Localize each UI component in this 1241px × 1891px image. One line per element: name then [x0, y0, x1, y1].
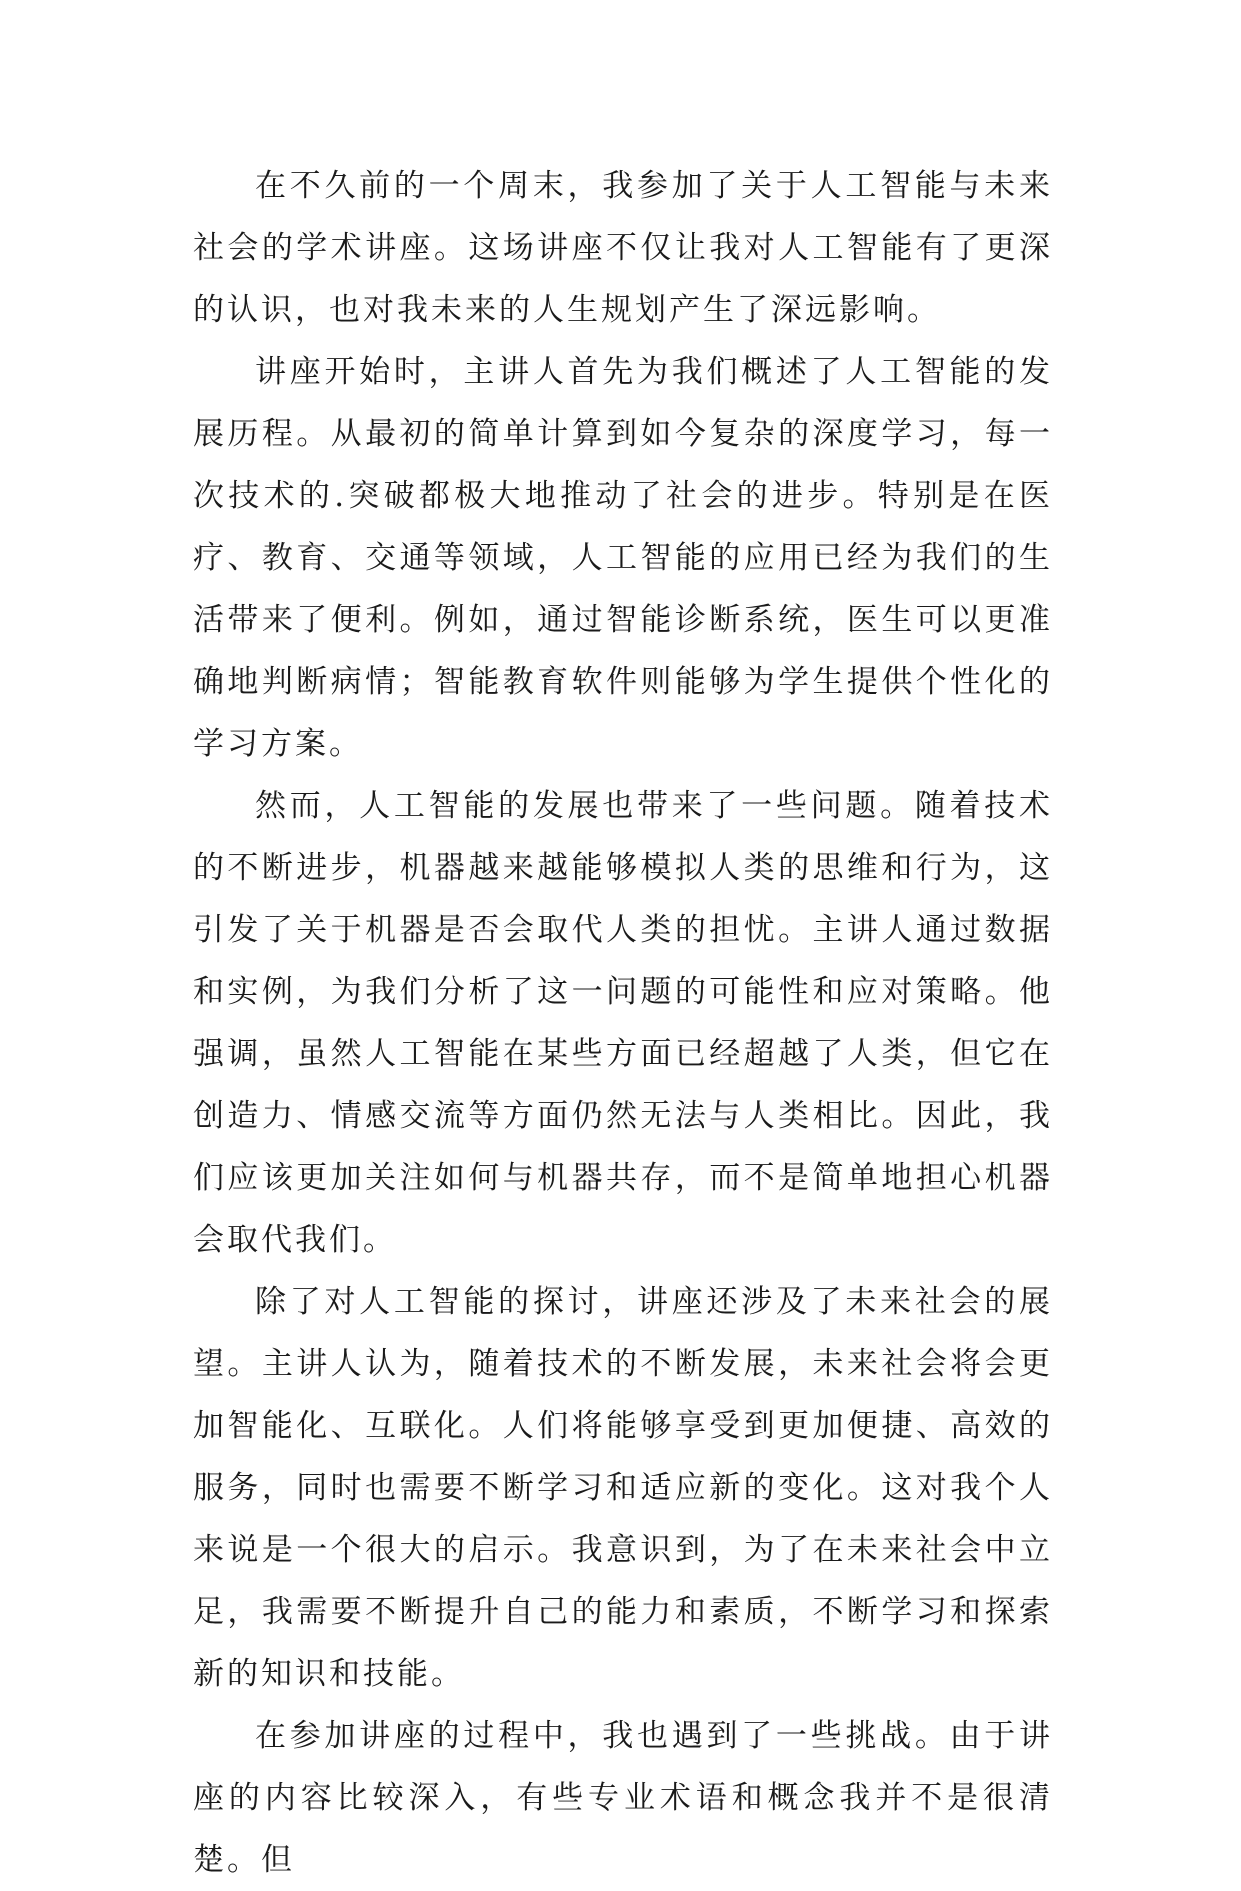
paragraph-1: 在不久前的一个周末，我参加了关于人工智能与未来社会的学术讲座。这场讲座不仅让我对人工智能有了更深的认识，也对我未来的人生规划产生了深远影响。 — [193, 168, 1053, 328]
paragraph-4: 除了对人工智能的探讨，讲座还涉及了未来社会的展望。主讲人认为，随着技术的不断发展，未来社会将会更加智能化、互联化。人们将能够享受到更加便捷、高效的服务，同时也需要不断学习和适应新的变化。这对我个人来说是一个很大的启示。我意识到，为了在未来社会中立足，我需要不断提升自己的能力和素质，不断学习和探索新的知识和技能。 — [193, 1284, 1053, 1692]
paragraph-3: 然而，人工智能的发展也带来了一些问题。随着技术的不断进步，机器越来越能够模拟人类的思维和行为，这引发了关于机器是否会取代人类的担忧。主讲人通过数据和实例，为我们分析了这一问题的可能性和应对策略。他强调，虽然人工智能在某些方面已经超越了人类，但它在创造力、情感交流等方面仍然无法与人类相比。因此，我们应该更加关注如何与机器共存，而不是简单地担心机器会取代我们。 — [193, 788, 1053, 1258]
paragraph-2: 讲座开始时，主讲人首先为我们概述了人工智能的发展历程。从最初的简单计算到如今复杂的深度学习，每一次技术的.突破都极大地推动了社会的进步。特别是在医疗、教育、交通等领域，人工智能的应用已经为我们的生活带来了便利。例如，通过智能诊断系统，医生可以更准确地判断病情；智能教育软件则能够为学生提供个性化的学习方案。 — [193, 354, 1053, 762]
paragraph-5: 在参加讲座的过程中，我也遇到了一些挑战。由于讲座的内容比较深入，有些专业术语和概念我并不是很清楚。但 — [193, 1718, 1053, 1878]
document-body — [193, 155, 1053, 1891]
